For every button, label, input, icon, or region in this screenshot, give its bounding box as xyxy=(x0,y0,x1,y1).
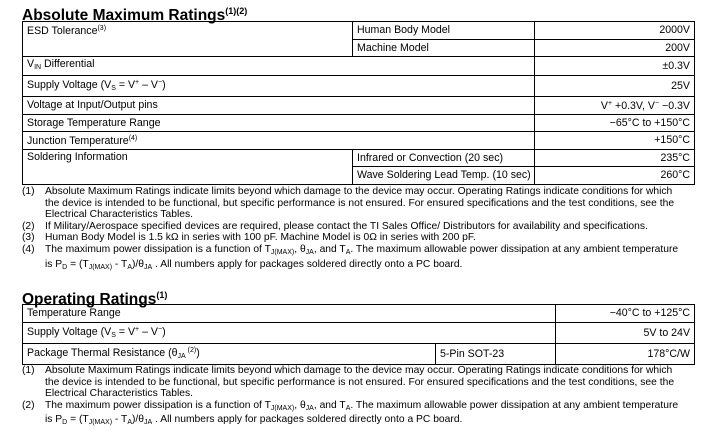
table-row xyxy=(23,114,695,132)
footnote: (1) Absolute Maximum Ratings indicate limits beyond which damage to the device may occur. Operating Ratings indicate conditions for which the device is intended to be functional, but specific performance is not ensured. For ensured specifications and the test conditions, see the Electrical Characteristics Tables. xyxy=(22,365,675,400)
param-cell: Temperature Range xyxy=(23,305,556,323)
cond-cell: Human Body Model xyxy=(353,22,535,40)
value-cell: 178°C/W xyxy=(556,343,695,364)
table-row xyxy=(23,57,695,76)
amr-title: Absolute Maximum Ratings$^{(1)(2)}$ xyxy=(22,6,248,24)
value-cell: 200V xyxy=(535,39,695,57)
param-cell: Voltage at Input/Output pins xyxy=(23,97,535,115)
footnote: (2) The maximum power dissipation is a function of $T_{J(MAX)}$, $\theta_{JA}$, and $T_A$. The maximum allowable power dissipation at any ambient temperature is $P_D = (T_{J(MAX)} - T_A)/\theta_{JA}$ . All numbers apply for packages soldered directly onto a PC board. xyxy=(22,399,679,427)
value-cell: 235°C xyxy=(535,149,695,167)
table-row xyxy=(23,97,695,115)
cond-cell: Infrared or Convection (20 sec) xyxy=(353,149,535,167)
value-cell: −40°C to +125°C xyxy=(556,305,695,323)
table-row xyxy=(23,305,695,323)
value-cell: 25V xyxy=(535,76,695,97)
value-cell: ±0.3V xyxy=(535,57,695,76)
table-row xyxy=(23,322,695,343)
table-row xyxy=(23,132,695,150)
amr-title-refs: (1)(2) xyxy=(225,6,248,16)
param-cell: Junction Temperature$^{(4)}$ xyxy=(23,132,535,150)
table-row xyxy=(23,149,695,167)
param-cell: Soldering Information xyxy=(23,149,353,184)
param-cell: $V_{IN}$ Differential xyxy=(23,57,535,76)
cond-cell: Machine Model xyxy=(353,39,535,57)
footnote: (3) Human Body Model is 1.5 kΩ in series with 100 pF. Machine Model is 0Ω in series with 200 pF. xyxy=(22,232,476,244)
footnote: (1) Absolute Maximum Ratings indicate limits beyond which damage to the device may occur. Operating Ratings indicate conditions for which the device is intended to be functional, but specific performance is not ensured. For ensured specifications and the test conditions, see the Electrical Characteristics Tables. xyxy=(22,186,675,221)
value-cell: 5V to 24V xyxy=(556,322,695,343)
param-cell: ESD Tolerance$^{(3)}$ xyxy=(23,22,353,57)
op-table xyxy=(22,304,695,365)
param-cell: Supply Voltage $(V_S = V^+ - V^-)$ xyxy=(23,76,535,97)
op-notes xyxy=(22,365,682,429)
value-cell: −65°C to +150°C xyxy=(535,114,695,132)
param-cell: Storage Temperature Range xyxy=(23,114,535,132)
value-cell: 260°C xyxy=(535,167,695,185)
table-row xyxy=(23,22,695,40)
param-cell: Supply Voltage $(V_S = V^+ - V^-)$ xyxy=(23,322,556,343)
param-cell: Package Thermal Resistance ($\theta_{JA}$ $^{(2)}$) xyxy=(23,343,436,364)
table-row xyxy=(23,76,695,97)
amr-table xyxy=(22,21,695,185)
footnote: (2) If Military/Aerospace specified devices are required, please contact the TI Sales Office/ Distributors for availability and specifications. xyxy=(22,220,648,232)
op-title: Operating Ratings$^{(1)}$ xyxy=(22,290,168,308)
amr-notes xyxy=(22,186,682,273)
op-title-refs: (1) xyxy=(156,290,168,300)
value-cell: +150°C xyxy=(535,132,695,150)
cond-cell: 5-Pin SOT-23 xyxy=(436,343,556,364)
table-row xyxy=(23,343,695,364)
footnote: (4) The maximum power dissipation is a function of $T_{J(MAX)}$, $\theta_{JA}$, and $T_A$. The maximum allowable power dissipation at any ambient temperature is $P_D = (T_{J(MAX)} - T_A)/\theta_{JA}$ . All numbers apply for packages soldered directly onto a PC board. xyxy=(22,243,679,271)
value-cell: 2000V xyxy=(535,22,695,40)
cond-cell: Wave Soldering Lead Temp. (10 sec) xyxy=(353,167,535,185)
value-cell: V+ +0.3V, V− −0.3V xyxy=(535,97,695,115)
